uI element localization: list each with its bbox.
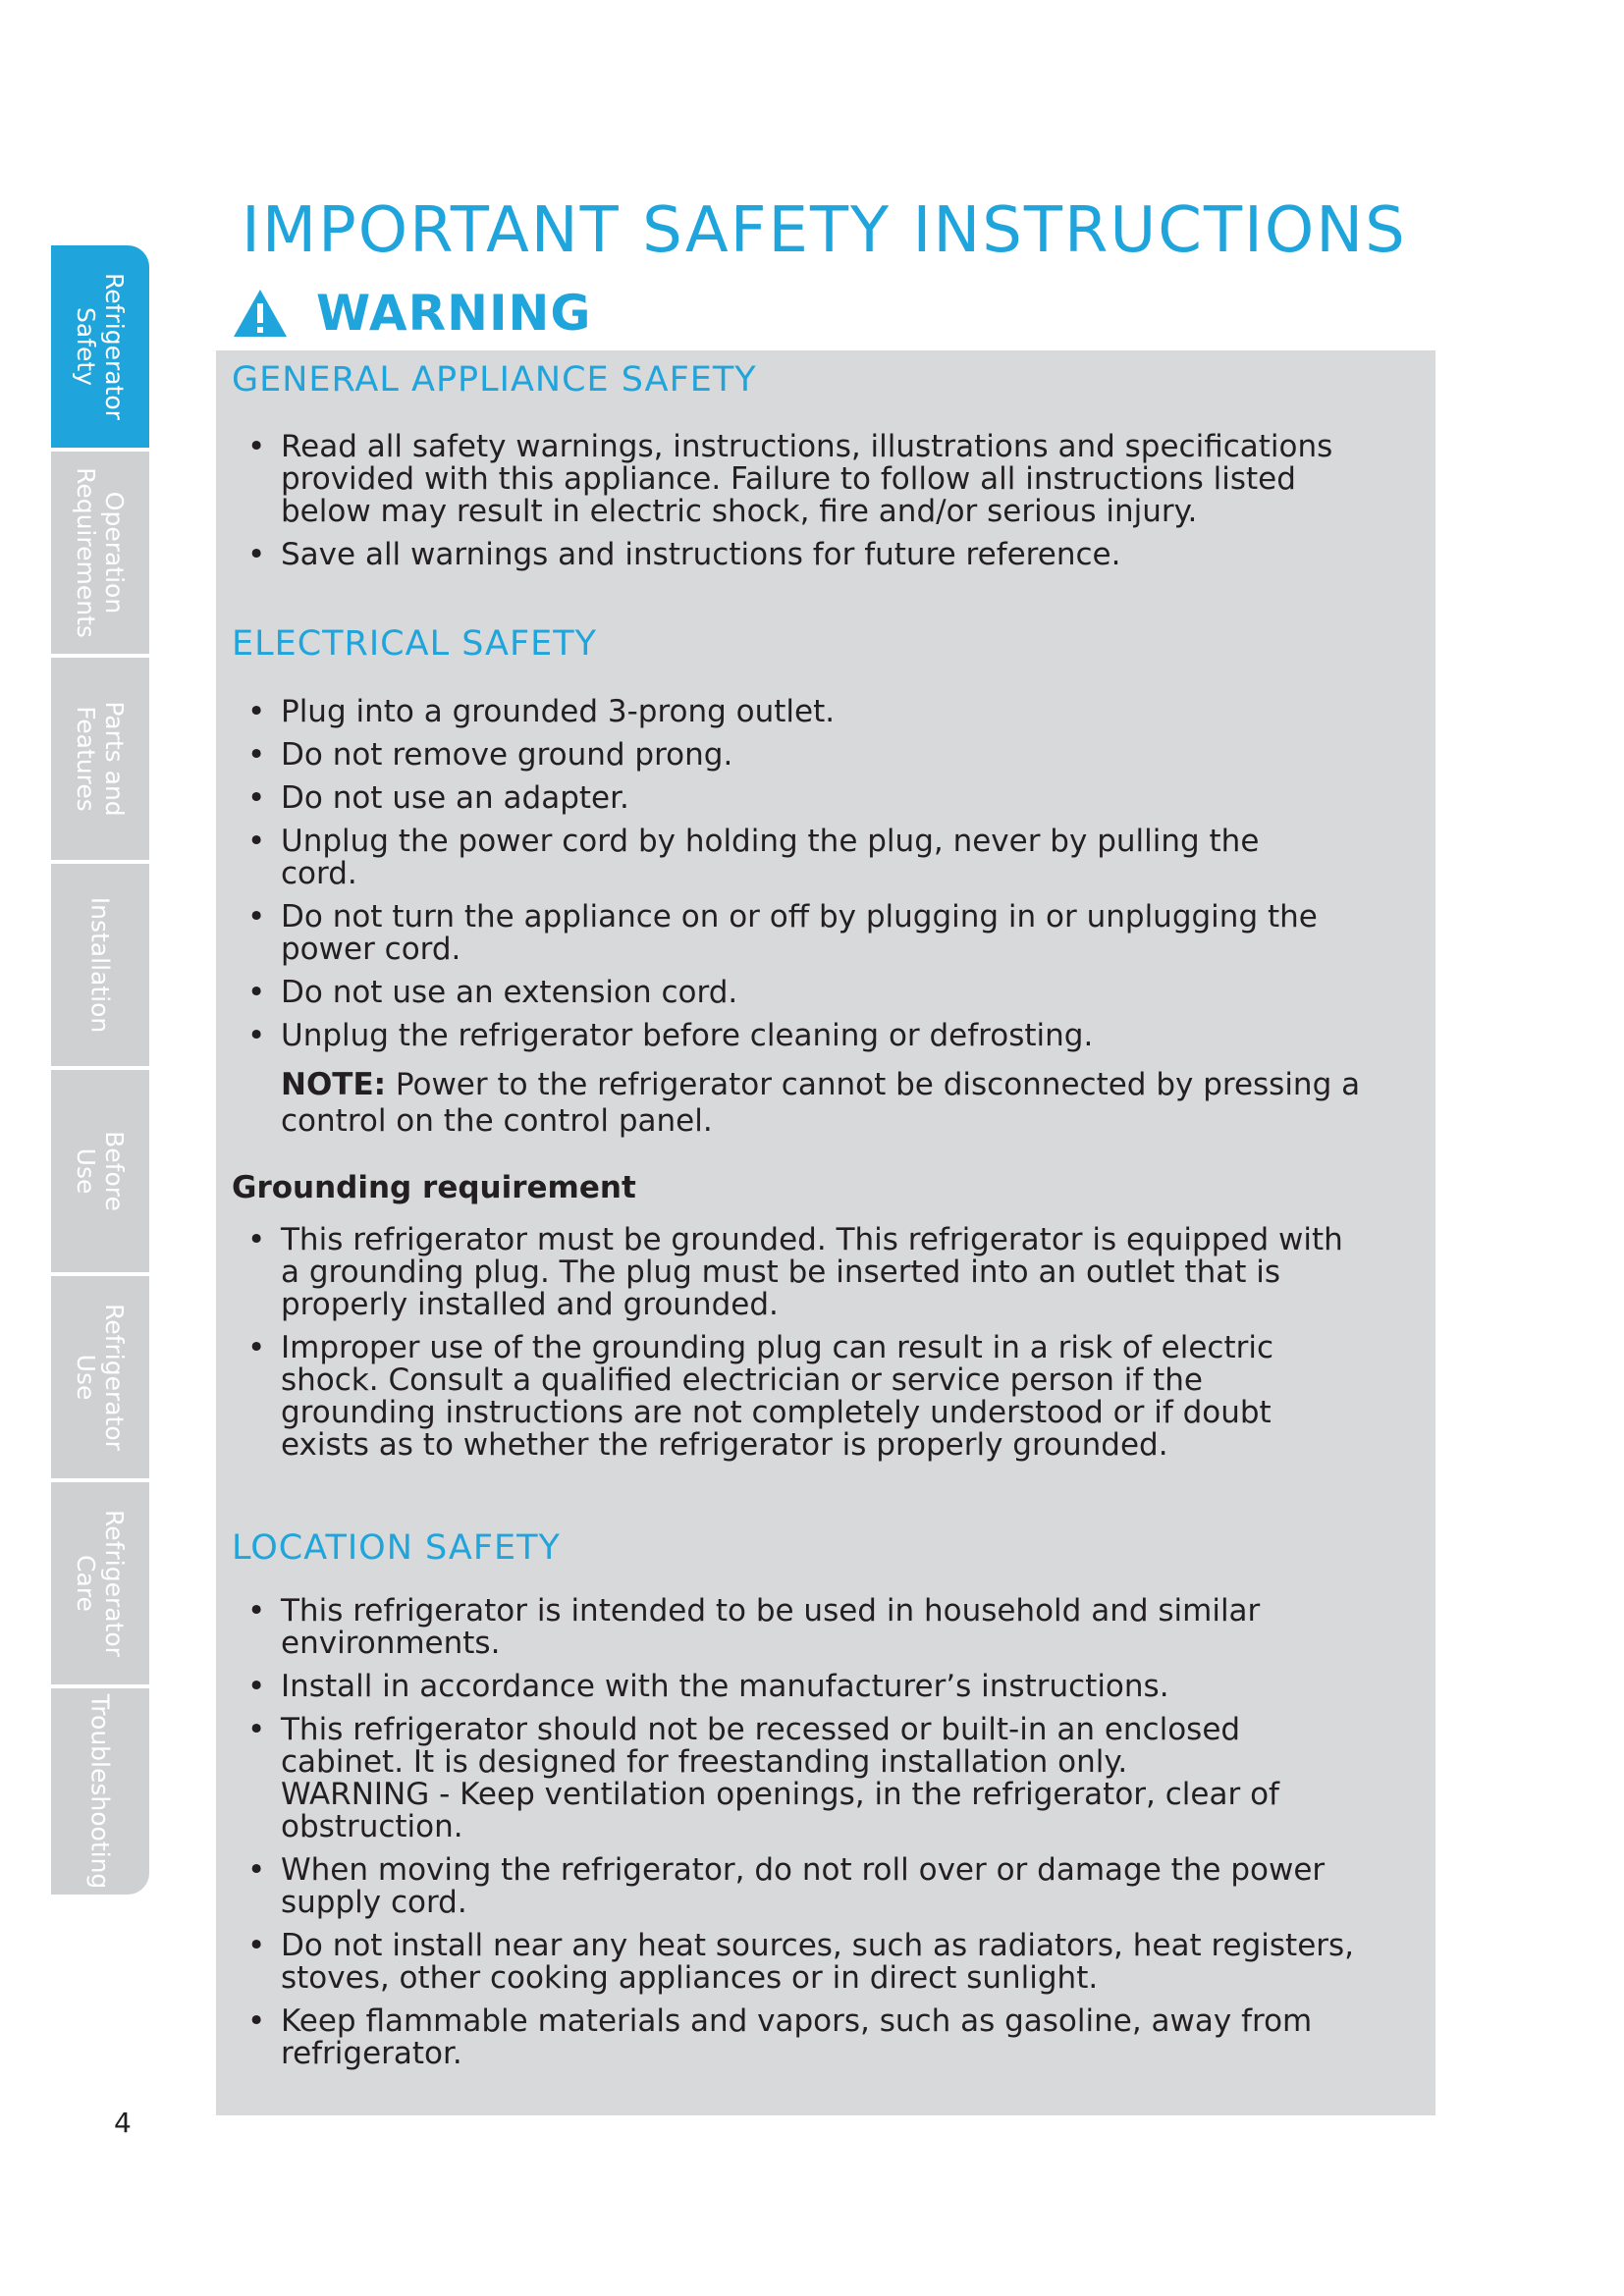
side-tab-label: Before Use — [72, 1131, 129, 1211]
side-tab-troubleshooting[interactable] — [51, 1688, 149, 1895]
grounding-list — [247, 1224, 1343, 1472]
side-tab-label: Troubleshooting — [85, 1693, 115, 1890]
list-item: • Do not use an adapter. — [247, 782, 1318, 815]
list-item: • This refrigerator is intended to be used in household and similar environments. — [247, 1595, 1354, 1660]
side-tab-refrigerator-use[interactable] — [51, 1276, 149, 1482]
side-tab-before-use[interactable] — [51, 1070, 149, 1276]
list-item: • Improper use of the grounding plug can result in a risk of electric shock. Consult a qualified electrician or service person if the grounding instructions are not completely understood or if doubt exists as to whether the refrigerator is properly grounded. — [247, 1332, 1343, 1462]
list-item: • Plug into a grounded 3-prong outlet. — [247, 696, 1318, 728]
general-list — [247, 431, 1332, 582]
list-item: • Do not use an extension cord. — [247, 977, 1318, 1009]
section-title-general: GENERAL APPLIANCE SAFETY — [232, 360, 757, 400]
electrical-list — [247, 696, 1318, 1063]
note-label: NOTE: — [281, 1067, 387, 1102]
list-item: • When moving the refrigerator, do not roll over or damage the power supply cord. — [247, 1854, 1354, 1919]
electrical-note — [281, 1067, 1420, 1140]
side-tab-label: Operation Requirements — [72, 467, 129, 638]
warning-label: WARNING — [316, 285, 592, 342]
list-item: • Save all warnings and instructions for future reference. — [247, 539, 1332, 571]
list-item: • Do not turn the appliance on or off by plugging in or unplugging the power cord. — [247, 901, 1318, 966]
side-tab-label: Parts and Features — [72, 701, 129, 817]
side-tab-operation-requirements[interactable] — [51, 452, 149, 658]
side-tab-installation[interactable] — [51, 864, 149, 1070]
side-tab-label: Installation — [85, 896, 115, 1034]
warning-heading — [232, 285, 591, 342]
location-list — [247, 1595, 1354, 2081]
grounding-title: Grounding requirement — [232, 1170, 636, 1205]
side-tab-nav — [51, 245, 149, 1895]
list-item: • This refrigerator should not be recessed or built-in an enclosed cabinet. It is designed for freestanding installation only. WARNING - Keep ventilation openings, in the refrigerator, clear of obstruction. — [247, 1714, 1354, 1843]
side-tab-parts-and-features[interactable] — [51, 658, 149, 864]
section-title-electrical: ELECTRICAL SAFETY — [232, 624, 598, 664]
side-tab-refrigerator-safety[interactable] — [51, 245, 149, 452]
list-item: • Unplug the refrigerator before cleaning or defrosting. — [247, 1020, 1318, 1052]
list-item: • Unplug the power cord by holding the plug, never by pulling the cord. — [247, 826, 1318, 890]
list-item: • This refrigerator must be grounded. This refrigerator is equipped with a grounding plug. The plug must be inserted into an outlet that is properly installed and grounded. — [247, 1224, 1343, 1321]
page-title: IMPORTANT SAFETY INSTRUCTIONS — [242, 194, 1407, 267]
side-tab-label: Refrigerator Care — [72, 1510, 129, 1657]
side-tab-refrigerator-care[interactable] — [51, 1482, 149, 1688]
side-tab-label: Refrigerator Use — [72, 1304, 129, 1451]
section-title-location: LOCATION SAFETY — [232, 1528, 561, 1568]
safety-panel — [216, 350, 1435, 2115]
list-item: • Keep flammable materials and vapors, such as gasoline, away from refrigerator. — [247, 2005, 1354, 2070]
warning-triangle-icon — [232, 288, 289, 339]
side-tab-label: Refrigerator Safety — [72, 273, 129, 420]
list-item: • Do not install near any heat sources, such as radiators, heat registers, stoves, other cooking appliances or in direct sunlight. — [247, 1930, 1354, 1995]
page-number: 4 — [114, 2107, 132, 2139]
note-text: Power to the refrigerator cannot be disconnected by pressing a control on the control panel. — [281, 1067, 1361, 1139]
list-item: • Install in accordance with the manufacturer’s instructions. — [247, 1671, 1354, 1703]
list-item: • Read all safety warnings, instructions, illustrations and specifications provided with this appliance. Failure to follow all instructions listed below may result in electric shock, fire and/or serious injury. — [247, 431, 1332, 528]
list-item: • Do not remove ground prong. — [247, 739, 1318, 772]
